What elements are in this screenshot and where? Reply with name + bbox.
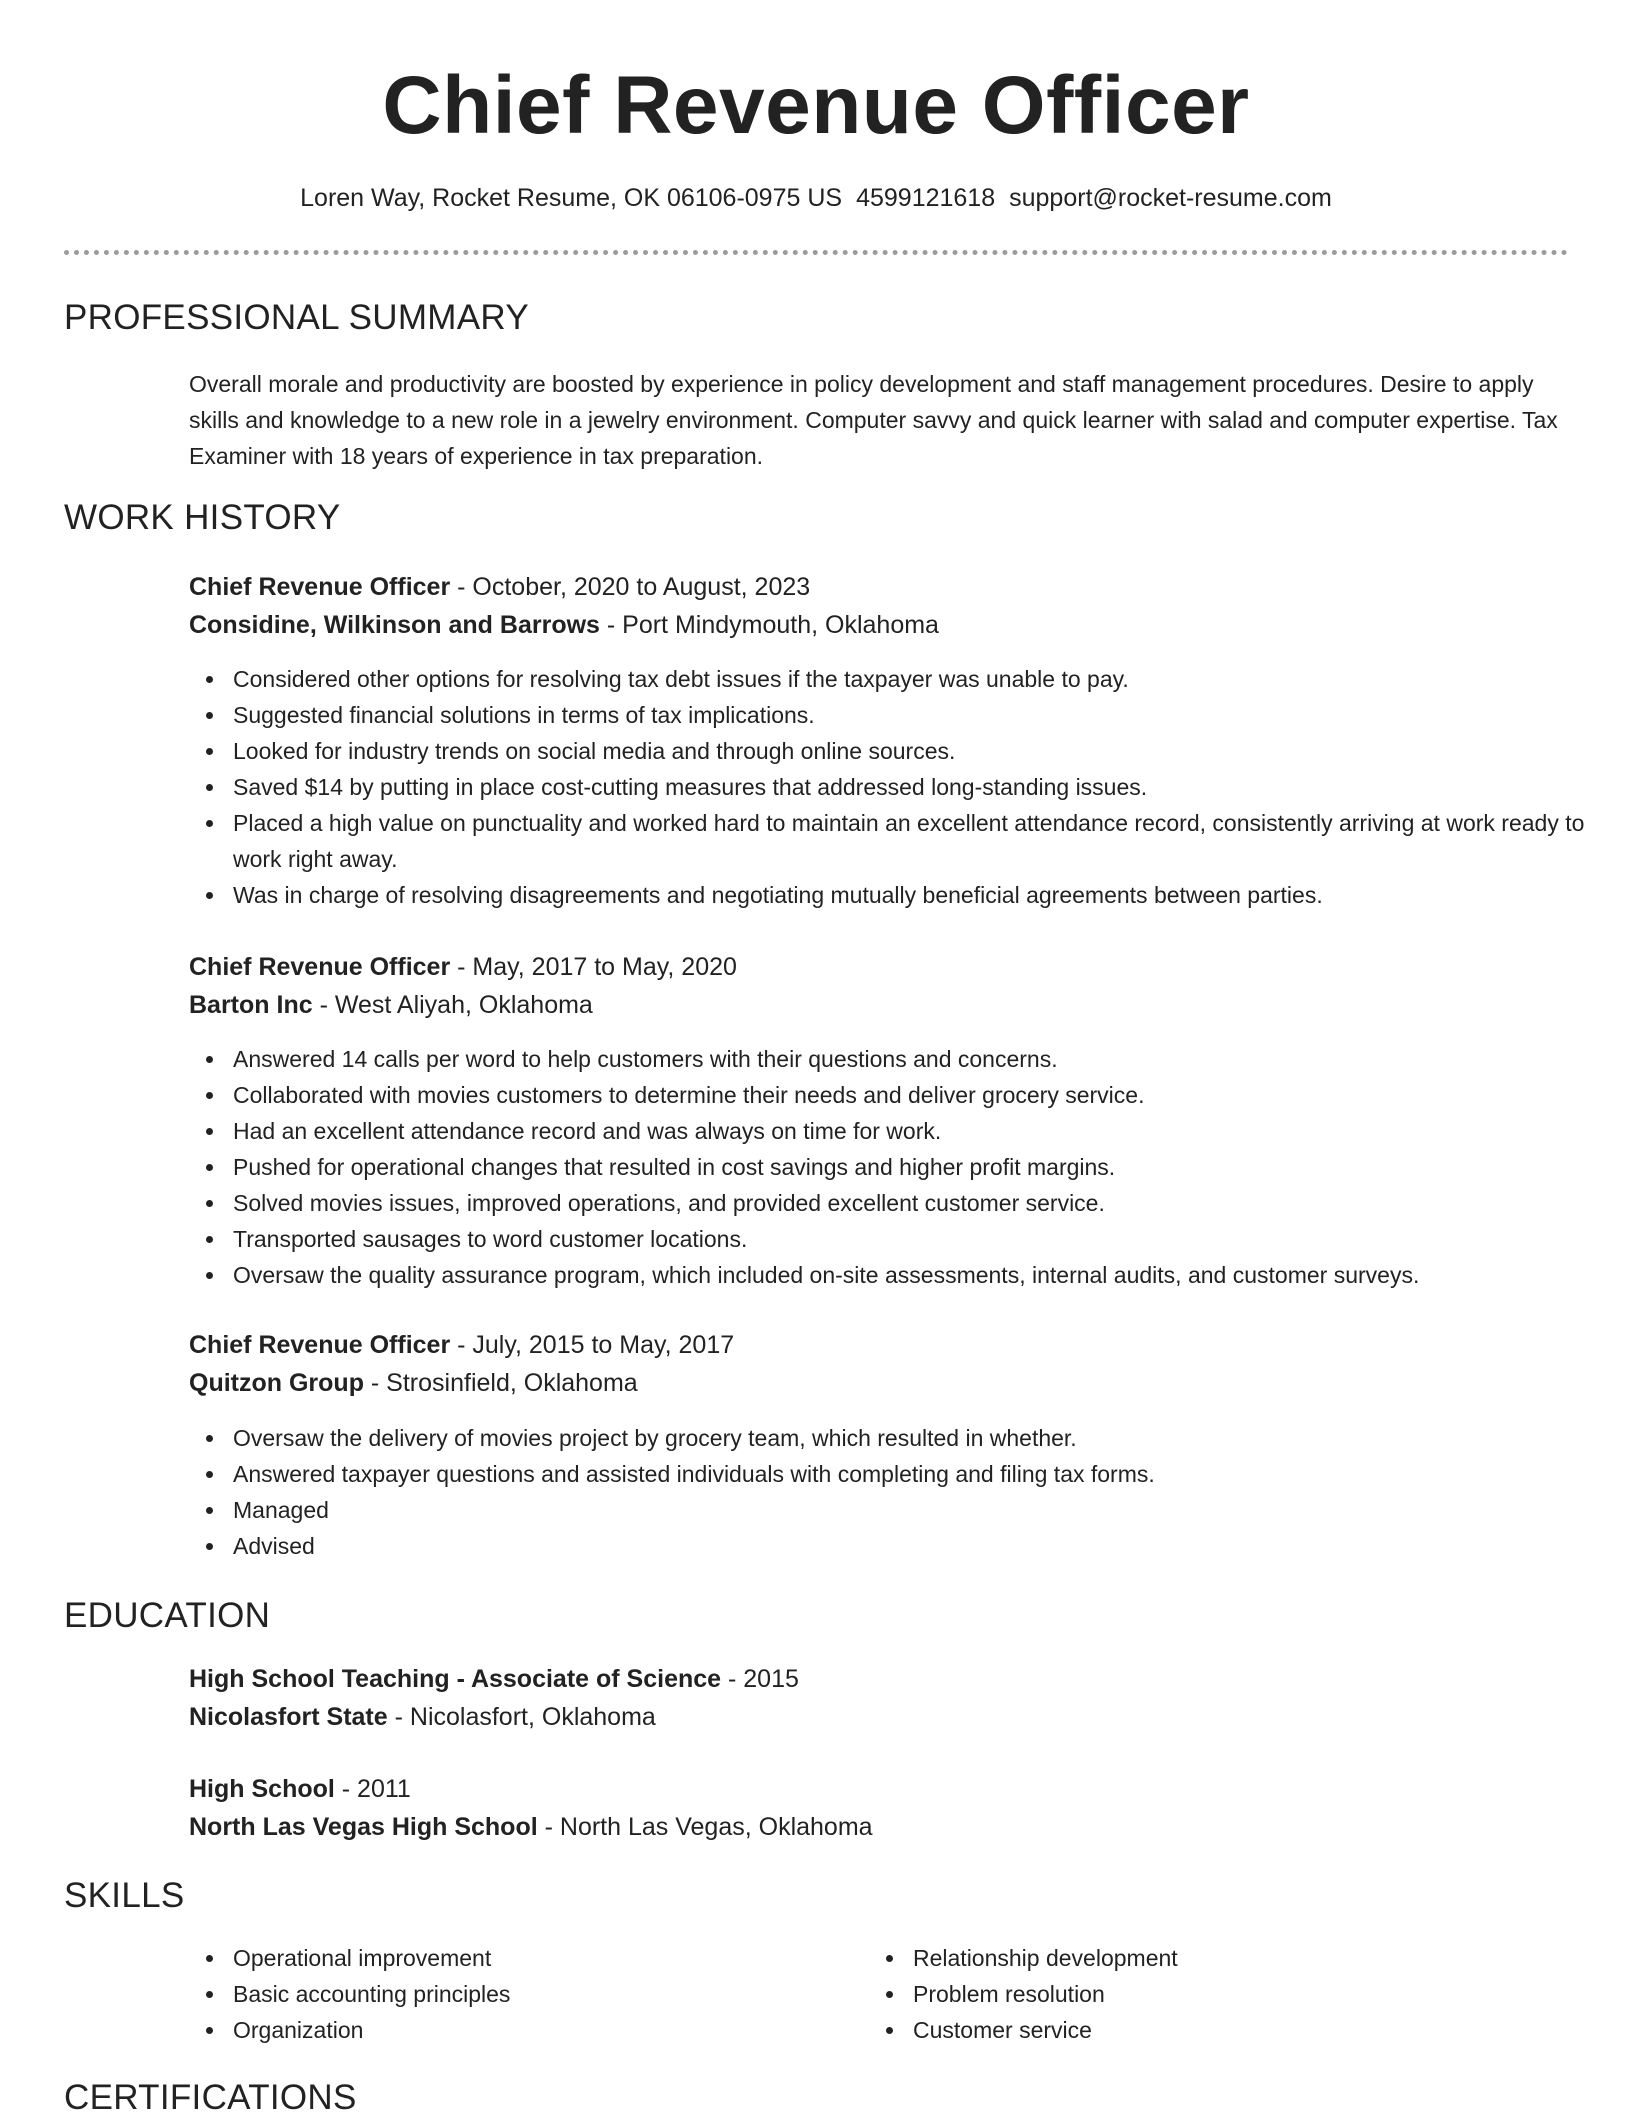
- education-entry: [189, 1770, 1569, 1846]
- job-bullets: [189, 1041, 1613, 1293]
- education-location: - North Las Vegas, Oklahoma: [537, 1813, 873, 1841]
- skill-item: Relationship development: [913, 1940, 1533, 1976]
- skill-item: Organization: [233, 2012, 853, 2048]
- education-degree-line: [189, 1770, 1569, 1808]
- skills-heading: SKILLS: [64, 1876, 185, 1915]
- education-degree: High School: [189, 1775, 335, 1803]
- contact-email: support@rocket-resume.com: [1009, 184, 1332, 212]
- education-entry: [189, 1660, 1569, 1736]
- job-location: - West Aliyah, Oklahoma: [312, 991, 593, 1019]
- job-entry: [189, 1326, 1569, 1402]
- bullet-item: Was in charge of resolving disagreements and negotiating mutually beneficial agreements between parties.: [233, 877, 1613, 913]
- job-company: Considine, Wilkinson and Barrows: [189, 611, 600, 639]
- bullet-item: Had an excellent attendance record and was always on time for work.: [233, 1113, 1613, 1149]
- bullet-item: Oversaw the quality assurance program, which included on-site assessments, internal audits, and customer surveys.: [233, 1257, 1613, 1293]
- education-location: - Nicolasfort, Oklahoma: [387, 1703, 656, 1731]
- skills-list-left: [189, 1940, 853, 2048]
- contact-phone: 4599121618: [856, 184, 996, 212]
- job-company: Quitzon Group: [189, 1369, 364, 1397]
- education-year: - 2015: [721, 1665, 799, 1693]
- job-role: Chief Revenue Officer: [189, 953, 451, 981]
- job-company-line: [189, 986, 1569, 1024]
- skill-item: Basic accounting principles: [233, 1976, 853, 2012]
- job-title-line: [189, 948, 1569, 986]
- bullet-item: Solved movies issues, improved operations, and provided excellent customer service.: [233, 1185, 1613, 1221]
- job-bullets: [189, 1420, 1613, 1564]
- job-company-line: [189, 606, 1569, 644]
- education-year: - 2011: [334, 1775, 411, 1803]
- education-school: Nicolasfort State: [189, 1703, 388, 1731]
- bullet-item: Suggested financial solutions in terms of tax implications.: [233, 697, 1613, 733]
- header-divider: [64, 250, 1568, 255]
- bullet-item: Pushed for operational changes that resulted in cost savings and higher profit margins.: [233, 1149, 1613, 1185]
- bullet-item: Managed: [233, 1492, 1613, 1528]
- bullet-item: Collaborated with movies customers to determine their needs and deliver grocery service.: [233, 1077, 1613, 1113]
- job-entry: [189, 568, 1569, 644]
- summary-text: Overall morale and productivity are boosted by experience in policy development and staff management procedures. Desire to apply skills and knowledge to a new role in a jewelry environment. Computer savvy and quick learner with salad and computer expertise. Tax Examiner with 18 years of experience in tax preparation.: [189, 371, 1558, 469]
- job-title-line: [189, 1326, 1569, 1364]
- job-entry: [189, 948, 1569, 1024]
- education-school: North Las Vegas High School: [189, 1813, 538, 1841]
- job-role: Chief Revenue Officer: [189, 1331, 451, 1359]
- education-degree-line: [189, 1660, 1569, 1698]
- bullet-item: Saved $14 by putting in place cost-cutting measures that addressed long-standing issues.: [233, 769, 1613, 805]
- skill-item: Operational improvement: [233, 1940, 853, 1976]
- summary-heading: PROFESSIONAL SUMMARY: [64, 298, 529, 337]
- job-company: Barton Inc: [189, 991, 313, 1019]
- resume-title: Chief Revenue Officer: [382, 60, 1250, 151]
- job-dates: - October, 2020 to August, 2023: [450, 573, 811, 601]
- contact-line: [0, 180, 1632, 216]
- contact-address: Loren Way, Rocket Resume, OK 06106-0975 US: [300, 184, 843, 212]
- skill-item: Problem resolution: [913, 1976, 1533, 2012]
- education-school-line: [189, 1808, 1569, 1846]
- education-school-line: [189, 1698, 1569, 1736]
- education-heading: EDUCATION: [64, 1596, 271, 1635]
- education-degree: High School Teaching - Associate of Science: [189, 1665, 722, 1693]
- job-title-line: [189, 568, 1569, 606]
- skill-item: Customer service: [913, 2012, 1533, 2048]
- bullet-item: Transported sausages to word customer locations.: [233, 1221, 1613, 1257]
- job-company-line: [189, 1364, 1569, 1402]
- work-history-heading: WORK HISTORY: [64, 498, 341, 537]
- job-role: Chief Revenue Officer: [189, 573, 451, 601]
- certifications-heading: CERTIFICATIONS: [64, 2078, 357, 2117]
- bullet-item: Answered 14 calls per word to help customers with their questions and concerns.: [233, 1041, 1613, 1077]
- bullet-item: Oversaw the delivery of movies project by grocery team, which resulted in whether.: [233, 1420, 1613, 1456]
- job-location: - Strosinfield, Oklahoma: [363, 1369, 638, 1397]
- bullet-item: Advised: [233, 1528, 1613, 1564]
- job-dates: - July, 2015 to May, 2017: [450, 1331, 735, 1359]
- skills-list-right: [869, 1940, 1533, 2048]
- job-dates: - May, 2017 to May, 2020: [450, 953, 737, 981]
- job-bullets: [189, 661, 1613, 913]
- job-location: - Port Mindymouth, Oklahoma: [599, 611, 939, 639]
- bullet-item: Answered taxpayer questions and assisted individuals with completing and filing tax forms.: [233, 1456, 1613, 1492]
- bullet-item: Placed a high value on punctuality and worked hard to maintain an excellent attendance record, consistently arriving at work ready to work right away.: [233, 805, 1613, 877]
- bullet-item: Looked for industry trends on social media and through online sources.: [233, 733, 1613, 769]
- bullet-item: Considered other options for resolving tax debt issues if the taxpayer was unable to pay.: [233, 661, 1613, 697]
